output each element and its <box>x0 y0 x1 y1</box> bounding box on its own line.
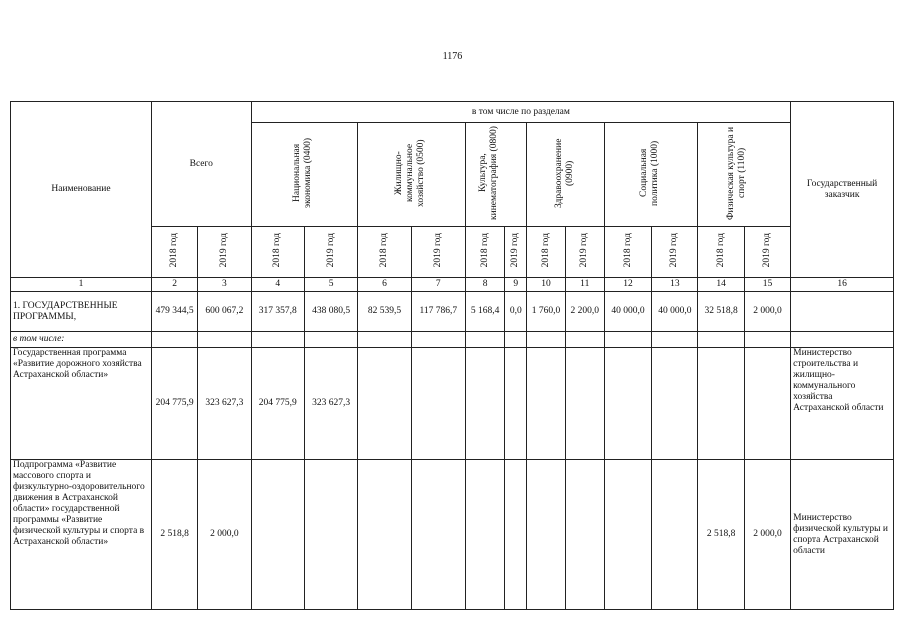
value-cell: 438 080,5 <box>304 292 357 332</box>
header-name: Наименование <box>11 102 152 278</box>
value-cell <box>304 460 357 610</box>
value-cell: 204 775,9 <box>151 348 197 460</box>
row-name: 1. ГОСУДАРСТВЕННЫЕ ПРОГРАММЫ, <box>11 292 152 332</box>
section-header-0900 <box>527 123 605 227</box>
year-2018: 2018 год <box>698 227 744 278</box>
value-cell: 323 627,3 <box>198 348 251 460</box>
value-cell: 2 200,0 <box>565 292 604 332</box>
section-header-1000 <box>604 123 698 227</box>
table-row <box>11 292 894 332</box>
value-cell <box>527 460 565 610</box>
year-2019: 2019 год <box>652 227 698 278</box>
value-cell <box>565 460 604 610</box>
column-index: 1 <box>11 278 152 292</box>
column-index: 9 <box>505 278 527 292</box>
column-index: 2 <box>151 278 197 292</box>
value-cell <box>358 460 411 610</box>
section-header-0500 <box>358 123 466 227</box>
customer-cell: Министерство физической культуры и спорта Астраханской области <box>791 460 894 610</box>
year-2019: 2019 год <box>198 227 251 278</box>
value-cell: 82 539,5 <box>358 292 411 332</box>
section-header-0400 <box>251 123 358 227</box>
year-2018: 2018 год <box>151 227 197 278</box>
budget-table <box>10 101 894 610</box>
value-cell <box>527 348 565 460</box>
column-index: 4 <box>251 278 304 292</box>
value-cell: 0,0 <box>505 292 527 332</box>
value-cell: 600 067,2 <box>198 292 251 332</box>
value-cell: 117 786,7 <box>411 292 465 332</box>
column-index: 12 <box>604 278 651 292</box>
header-customer: Государственный заказчик <box>791 102 894 278</box>
section-label: Социальная политика (1000) <box>639 139 661 206</box>
value-cell <box>251 460 304 610</box>
column-index: 13 <box>652 278 698 292</box>
value-cell <box>744 348 790 460</box>
page-number: 1176 <box>442 51 463 62</box>
table-row <box>11 348 894 460</box>
column-index: 11 <box>565 278 604 292</box>
value-cell <box>465 460 504 610</box>
year-2019: 2019 год <box>411 227 465 278</box>
column-index: 16 <box>791 278 894 292</box>
year-2018: 2018 год <box>604 227 651 278</box>
column-index: 7 <box>411 278 465 292</box>
value-cell <box>652 460 698 610</box>
value-cell: 2 518,8 <box>698 460 744 610</box>
section-label: Здравоохранение (0900) <box>553 137 575 208</box>
column-index: 10 <box>527 278 565 292</box>
value-cell <box>604 460 651 610</box>
value-cell: 204 775,9 <box>251 348 304 460</box>
value-cell <box>505 460 527 610</box>
section-label: Жилищно-коммунальное хозяйство (0500) <box>393 138 426 207</box>
section-label: Культура, кинематография (0800) <box>478 125 500 220</box>
column-index: 15 <box>744 278 790 292</box>
value-cell <box>358 348 411 460</box>
year-2019: 2019 год <box>744 227 790 278</box>
value-cell: 2 000,0 <box>198 460 251 610</box>
value-cell: 2 000,0 <box>744 460 790 610</box>
header-total: Всего <box>151 102 251 227</box>
year-2019: 2019 год <box>565 227 604 278</box>
value-cell: 5 168,4 <box>465 292 504 332</box>
column-index: 8 <box>465 278 504 292</box>
section-header-0800 <box>465 123 526 227</box>
value-cell: 40 000,0 <box>604 292 651 332</box>
year-2018: 2018 год <box>251 227 304 278</box>
column-index: 5 <box>304 278 357 292</box>
section-label: Национальная экономика (0400) <box>292 137 314 208</box>
column-index: 14 <box>698 278 744 292</box>
row-name: в том числе: <box>11 332 152 348</box>
value-cell <box>698 348 744 460</box>
value-cell <box>604 348 651 460</box>
header-sections-caption: в том числе по разделам <box>251 102 791 123</box>
year-2018: 2018 год <box>358 227 411 278</box>
row-name: Государственная программа «Развитие дорожного хозяйства Астраханской области» <box>11 348 152 460</box>
value-cell: 32 518,8 <box>698 292 744 332</box>
year-2018: 2018 год <box>527 227 565 278</box>
year-2018: 2018 год <box>465 227 504 278</box>
value-cell: 2 000,0 <box>744 292 790 332</box>
value-cell <box>411 460 465 610</box>
customer-cell <box>791 292 894 332</box>
year-2019: 2019 год <box>304 227 357 278</box>
customer-cell: Министерство строительства и жилищно-коммунального хозяйства Астраханской области <box>791 348 894 460</box>
value-cell: 323 627,3 <box>304 348 357 460</box>
value-cell: 1 760,0 <box>527 292 565 332</box>
value-cell <box>505 348 527 460</box>
column-index: 6 <box>358 278 411 292</box>
table-row <box>11 460 894 610</box>
column-index: 3 <box>198 278 251 292</box>
value-cell: 2 518,8 <box>151 460 197 610</box>
value-cell: 40 000,0 <box>652 292 698 332</box>
row-name: Подпрограмма «Развитие массового спорта и физкультурно-оздоровительного движения в Астраханской области» государственной программы «Развитие физической культуры и спорта в Астраханской области» <box>11 460 152 610</box>
value-cell <box>652 348 698 460</box>
section-label: Физическая культура и спорт (1100) <box>726 125 748 220</box>
value-cell: 479 344,5 <box>151 292 197 332</box>
value-cell <box>411 348 465 460</box>
value-cell <box>565 348 604 460</box>
table-row <box>11 332 894 348</box>
section-header-1100 <box>698 123 791 227</box>
year-2019: 2019 год <box>505 227 527 278</box>
value-cell <box>465 348 504 460</box>
value-cell: 317 357,8 <box>251 292 304 332</box>
